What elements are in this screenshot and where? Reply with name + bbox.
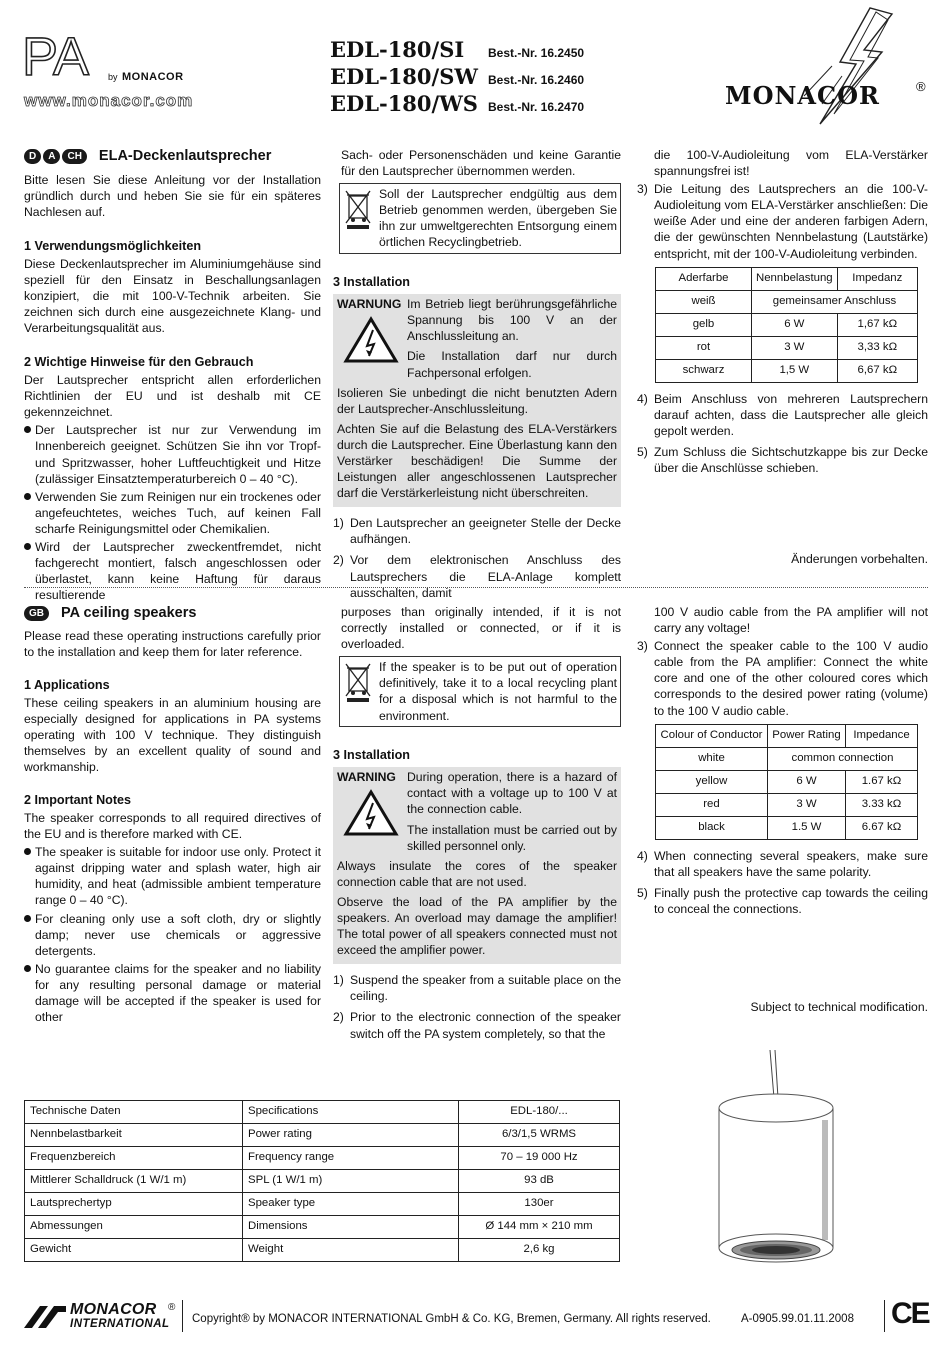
de-column-1	[24, 147, 321, 605]
order-number: Best.-Nr. 16.2460	[488, 73, 585, 87]
spec-label-en: Power rating	[243, 1124, 459, 1147]
table-cell: 3.33 kΩ	[846, 793, 918, 816]
table-cell: black	[656, 816, 768, 839]
table-cell: 6 W	[768, 770, 846, 793]
model-name: EDL-180/SW	[330, 64, 478, 89]
table-cell: 6,67 kΩ	[837, 359, 917, 382]
de-title: ELA-Deckenlautsprecher	[98, 148, 272, 164]
de-column-3	[637, 147, 928, 481]
footer-logo-sub: INTERNATIONAL	[70, 1318, 170, 1330]
spec-value: 6/3/1,5 WRMS	[459, 1124, 620, 1147]
en-warning-box	[333, 767, 621, 964]
table-header: Aderfarbe	[656, 267, 752, 290]
table-cell: 1.5 W	[768, 816, 846, 839]
order-number: Best.-Nr. 16.2450	[488, 46, 585, 60]
de-step	[637, 391, 928, 439]
spec-label-en: Dimensions	[243, 1216, 459, 1239]
en-step	[333, 972, 621, 1004]
de-bullet: Verwenden Sie zum Reinigen nur ein trockenes oder angefeuchtetes, weiches Tuch, auf keinen Fall scharfe Reinigungsmittel oder Chemikalien.	[24, 489, 321, 537]
de-recycle-notice	[339, 183, 621, 253]
en-s2-text: The speaker corresponds to all required directives of the EU and is therefore marked with CE.	[24, 811, 321, 842]
by-label: by	[108, 72, 118, 82]
spec-label-de: Gewicht	[25, 1239, 243, 1262]
en-recycle-text: If the speaker is to be put out of operation definitively, take it to a local recycling plant for a disposal which is not harmful to the environment.	[379, 660, 617, 723]
step-number: 3)	[637, 182, 648, 197]
spec-label-de: Lautsprechertyp	[25, 1193, 243, 1216]
en-title: PA ceiling speakers	[61, 605, 197, 621]
step-text: Zum Schluss die Sichtschutzkappe bis zur Decke über die Anschlüsse schieben.	[654, 444, 928, 476]
de-warning-text-4: Achten Sie auf die Belastung des ELA-Verstärkers durch die Lautsprecher. Eine Überlastung kann den Verstärker beschädigen! Die Summe der Leistungen aller angeschlossenen Lautsprecher darf die Verstärkerleistung nicht überschreiten.	[337, 421, 617, 501]
en-footer-note: Subject to technical modification.	[750, 1000, 928, 1014]
de-s1-text: Diese Deckenlautsprecher im Aluminiumgehäuse sind speziell für den Einsatz in Beschallungsanlagen konzipiert, die mit 100-V-Technik arbeiten. Sie zeichnen sich durch eine ausgezeichnete Klang- und Verarbeitungsqualität aus.	[24, 257, 321, 336]
monacor-logo: MONACOR	[725, 81, 880, 110]
spec-label-de: Nennbelastbarkeit	[25, 1124, 243, 1147]
de-footer-note: Änderungen vorbehalten.	[791, 552, 928, 566]
ceiling-speaker-illustration	[700, 1050, 860, 1280]
en-column-3	[637, 604, 928, 922]
en-warning-text-3: Always insulate the cores of the speaker connection cable that are not used.	[337, 858, 617, 889]
spec-value: 130er	[459, 1193, 620, 1216]
en-heading	[24, 604, 321, 623]
recycle-bin-icon	[343, 186, 379, 250]
pa-logo: PA	[22, 27, 89, 87]
table-cell: schwarz	[656, 359, 752, 382]
step-number: 5)	[637, 885, 648, 900]
en-intro: Please read these operating instructions carefully prior to the installation and keep them for later reference.	[24, 629, 321, 660]
en-step	[333, 1009, 621, 1041]
step-number: 1)	[333, 973, 344, 988]
de-s2-title: 2 Wichtige Hinweise für den Gebrauch	[24, 355, 254, 370]
high-voltage-warning-icon	[343, 316, 399, 364]
step-text: Connect the speaker cable to the 100 V audio cable from the PA amplifier: Connect the white core and one of the other coloured cores which corresponds to the desired power rating (volume) to the 100 V audio cable.	[654, 639, 928, 718]
step-text: When connecting several speakers, make sure that all speakers have the same polarity.	[654, 848, 928, 879]
footer-divider	[884, 1300, 885, 1332]
step-number: 5)	[637, 444, 648, 459]
de-warning-text-3: Isolieren Sie unbedingt die nicht benutzten Adern der Lautsprecher-Anschlussleitung.	[337, 385, 617, 416]
spec-value: 93 dB	[459, 1170, 620, 1193]
copyright-text: Copyright® by MONACOR INTERNATIONAL GmbH & Co. KG, Bremen, Germany. All rights reserved.	[192, 1313, 711, 1325]
de-warning-text-1: Im Betrieb liegt berührungsgefährliche Spannung bis 100 V an der Anschlussleitung an.	[407, 297, 617, 344]
step-text: Suspend the speaker from a suitable place on the ceiling.	[350, 973, 621, 1004]
table-cell: 1,67 kΩ	[837, 313, 917, 336]
model-name: EDL-180/WS	[330, 91, 478, 116]
en-warning-text-2: The installation must be carried out by skilled personnel only.	[407, 822, 617, 853]
table-cell: gemeinsamer Anschluss	[752, 290, 918, 313]
table-header: Power Rating	[768, 724, 846, 747]
table-cell: common connection	[768, 747, 918, 770]
table-cell: yellow	[656, 770, 768, 793]
en-column-1	[24, 604, 321, 1027]
order-number: Best.-Nr. 16.2470	[488, 100, 585, 114]
table-cell: red	[656, 793, 768, 816]
spec-label-de: Mittlerer Schalldruck (1 W/1 m)	[25, 1170, 243, 1193]
en-step	[637, 885, 928, 917]
by-monacor: MONACOR	[122, 71, 184, 83]
spec-value: 70 – 19 000 Hz	[459, 1147, 620, 1170]
model-name: EDL-180/SI	[330, 37, 465, 62]
table-cell: 1.67 kΩ	[846, 770, 918, 793]
spec-label-de: Abmessungen	[25, 1216, 243, 1239]
en-col2-continuation: purposes than originally intended, if it is not correctly installed or connected, or if it is overloaded.	[341, 605, 621, 652]
en-bullet: For cleaning only use a soft cloth, dry or slightly damp; never use chemicals or aggressive detergents.	[24, 911, 321, 959]
spec-table	[24, 1100, 620, 1262]
step-text: Finally push the protective cap towards the ceiling to conceal the connections.	[654, 885, 928, 916]
ce-mark: CE	[891, 1297, 929, 1330]
en-bullet: The speaker is suitable for indoor use only. Protect it against dripping water and splash water, high air humidity, and heat (admissible ambient temperature range 0 – 40 °C).	[24, 844, 321, 908]
de-wiring-table	[655, 267, 918, 383]
document-code: A-0905.99.01.11.2008	[741, 1313, 854, 1325]
spec-label-en: SPL (1 W/1 m)	[243, 1170, 459, 1193]
step-number: 2)	[333, 1010, 344, 1025]
de-bullet: Der Lautsprecher ist nur zur Verwendung im Innenbereich geeignet. Schützen Sie ihn vor Tropf- und Spritzwasser, hoher Luftfeuchtigkeit und Hitze (zulässiger Einsatztemperaturbereich 0 – 40 °C).	[24, 422, 321, 486]
de-s2-text: Der Lautsprecher entspricht allen erforderlichen Richtlinien der EU und ist deshalb mit CE gekennzeichnet.	[24, 373, 321, 420]
table-cell: 3 W	[752, 336, 838, 359]
en-warning-label: WARNING	[337, 770, 396, 785]
table-cell: 1,5 W	[752, 359, 838, 382]
de-warning-text-2: Die Installation darf nur durch Fachpersonal erfolgen.	[407, 349, 617, 380]
de-col3-continuation: die 100-V-Audioleitung vom ELA-Verstärker spannungsfrei ist!	[654, 148, 928, 179]
de-step	[637, 444, 928, 476]
table-cell: 3,33 kΩ	[837, 336, 917, 359]
lang-badge-ch: CH	[62, 149, 86, 164]
de-step	[333, 515, 621, 547]
lang-badge-a: A	[43, 149, 60, 164]
step-number: 1)	[333, 516, 344, 531]
en-step	[637, 638, 928, 718]
de-heading	[24, 147, 321, 166]
spec-header: EDL-180/...	[459, 1101, 620, 1124]
step-number: 2)	[333, 553, 344, 568]
step-text: Vor dem elektronischen Anschluss des Lautsprechers die ELA-Anlage komplett ausschalten, damit	[350, 553, 621, 600]
en-s1-title: 1 Applications	[24, 678, 110, 693]
spec-label-de: Frequenzbereich	[25, 1147, 243, 1170]
spec-header: Technische Daten	[25, 1101, 243, 1124]
high-voltage-warning-icon	[343, 789, 399, 837]
de-column-2	[333, 147, 621, 606]
footer-logo-main: MONACOR	[70, 1301, 157, 1318]
step-number: 4)	[637, 391, 648, 406]
table-cell: rot	[656, 336, 752, 359]
recycle-bin-icon	[343, 659, 379, 723]
en-warning-text-1: During operation, there is a hazard of contact with a voltage up to 100 V at the connection cable.	[407, 770, 617, 817]
en-s3-title: 3 Installation	[333, 747, 410, 762]
monacor-international-logo-icon	[24, 1306, 66, 1328]
en-recycle-notice	[339, 656, 621, 726]
de-recycle-text: Soll der Lautsprecher endgültig aus dem Betrieb genommen werden, übergeben Sie ihn zur umweltgerechten Entsorgung einem örtlichen Recyclingbetrieb.	[379, 187, 617, 250]
de-warning-label: WARNUNG	[337, 297, 402, 312]
table-cell: 6.67 kΩ	[846, 816, 918, 839]
spec-label-en: Weight	[243, 1239, 459, 1262]
step-text: Prior to the electronic connection of the speaker switch off the PA system completely, so that the	[350, 1010, 621, 1041]
de-s3-title: 3 Installation	[333, 274, 410, 289]
en-step	[637, 848, 928, 880]
table-header: Colour of Conductor	[656, 724, 768, 747]
en-wiring-table	[655, 724, 918, 840]
table-cell: white	[656, 747, 768, 770]
table-header: Impedance	[846, 724, 918, 747]
spec-value: Ø 144 mm × 210 mm	[459, 1216, 620, 1239]
spec-header: Specifications	[243, 1101, 459, 1124]
spec-label-en: Frequency range	[243, 1147, 459, 1170]
de-bullet: Wird der Lautsprecher zweckentfremdet, nicht fachgerecht montiert, falsch angeschlossen oder überlastet, kann keine Haftung für daraus resultierende	[24, 539, 321, 603]
model-list	[330, 36, 584, 117]
step-text: Beim Anschluss von mehreren Lautsprechern darauf achten, dass die Lautsprecher alle gleich gepolt werden.	[654, 391, 928, 438]
en-column-2	[333, 604, 621, 1047]
lang-badge-d: D	[24, 149, 41, 164]
en-bullet: No guarantee claims for the speaker and no liability for any resulting personal damage or material damage will be accepted if the speaker is used for other	[24, 961, 321, 1025]
en-s1-text: These ceiling speakers in an aluminium housing are especially designed for applications in PA systems operating with 100 V technique. They distinguish themselves by an excellent quality of sound and workmanship.	[24, 695, 321, 775]
de-warning-box	[333, 294, 621, 507]
spec-label-en: Speaker type	[243, 1193, 459, 1216]
table-cell: weiß	[656, 290, 752, 313]
step-number: 3)	[637, 639, 648, 654]
step-number: 4)	[637, 848, 648, 863]
en-col3-continuation: 100 V audio cable from the PA amplifier will not carry any voltage!	[654, 605, 928, 636]
de-s1-title: 1 Verwendungsmöglichkeiten	[24, 239, 202, 254]
table-cell: 6 W	[752, 313, 838, 336]
step-text: Die Leitung des Lautsprechers an die 100-V-Audioleitung vom ELA-Verstärker anschließen: Die weiße Ader und eine der anderen farbigen Adern, die der gewünschten Nennbelastung (Lautstärke) entspricht, mit der 100-V-Audioleitung verbinden.	[654, 182, 928, 261]
de-intro: Bitte lesen Sie diese Anleitung vor der Installation gründlich durch und heben Sie sie für ein späteres Nachlesen auf.	[24, 173, 321, 220]
en-s2-title: 2 Important Notes	[24, 793, 132, 808]
table-cell: gelb	[656, 313, 752, 336]
lang-badge-gb: GB	[24, 606, 49, 621]
registered-mark: ®	[916, 79, 926, 94]
footer-divider	[182, 1300, 183, 1332]
step-text: Den Lautsprecher an geeigneter Stelle der Decke aufhängen.	[350, 516, 621, 547]
table-header: Impedanz	[837, 267, 917, 290]
spec-value: 2,6 kg	[459, 1239, 620, 1262]
section-divider	[24, 587, 928, 588]
footer-logo-reg: ®	[168, 1302, 176, 1313]
en-warning-text-4: Observe the load of the PA amplifier by the speakers. An overload may damage the amplifier! The total power of all speakers connected must not exceed the amplifier power.	[337, 894, 617, 958]
website-url[interactable]: www.monacor.com	[24, 91, 194, 110]
de-step	[333, 552, 621, 600]
de-step	[637, 181, 928, 261]
de-col2-continuation: Sach- oder Personenschäden und keine Garantie für den Lautsprecher übernommen werden.	[341, 148, 621, 179]
table-header: Nennbelastung	[752, 267, 838, 290]
table-cell: 3 W	[768, 793, 846, 816]
